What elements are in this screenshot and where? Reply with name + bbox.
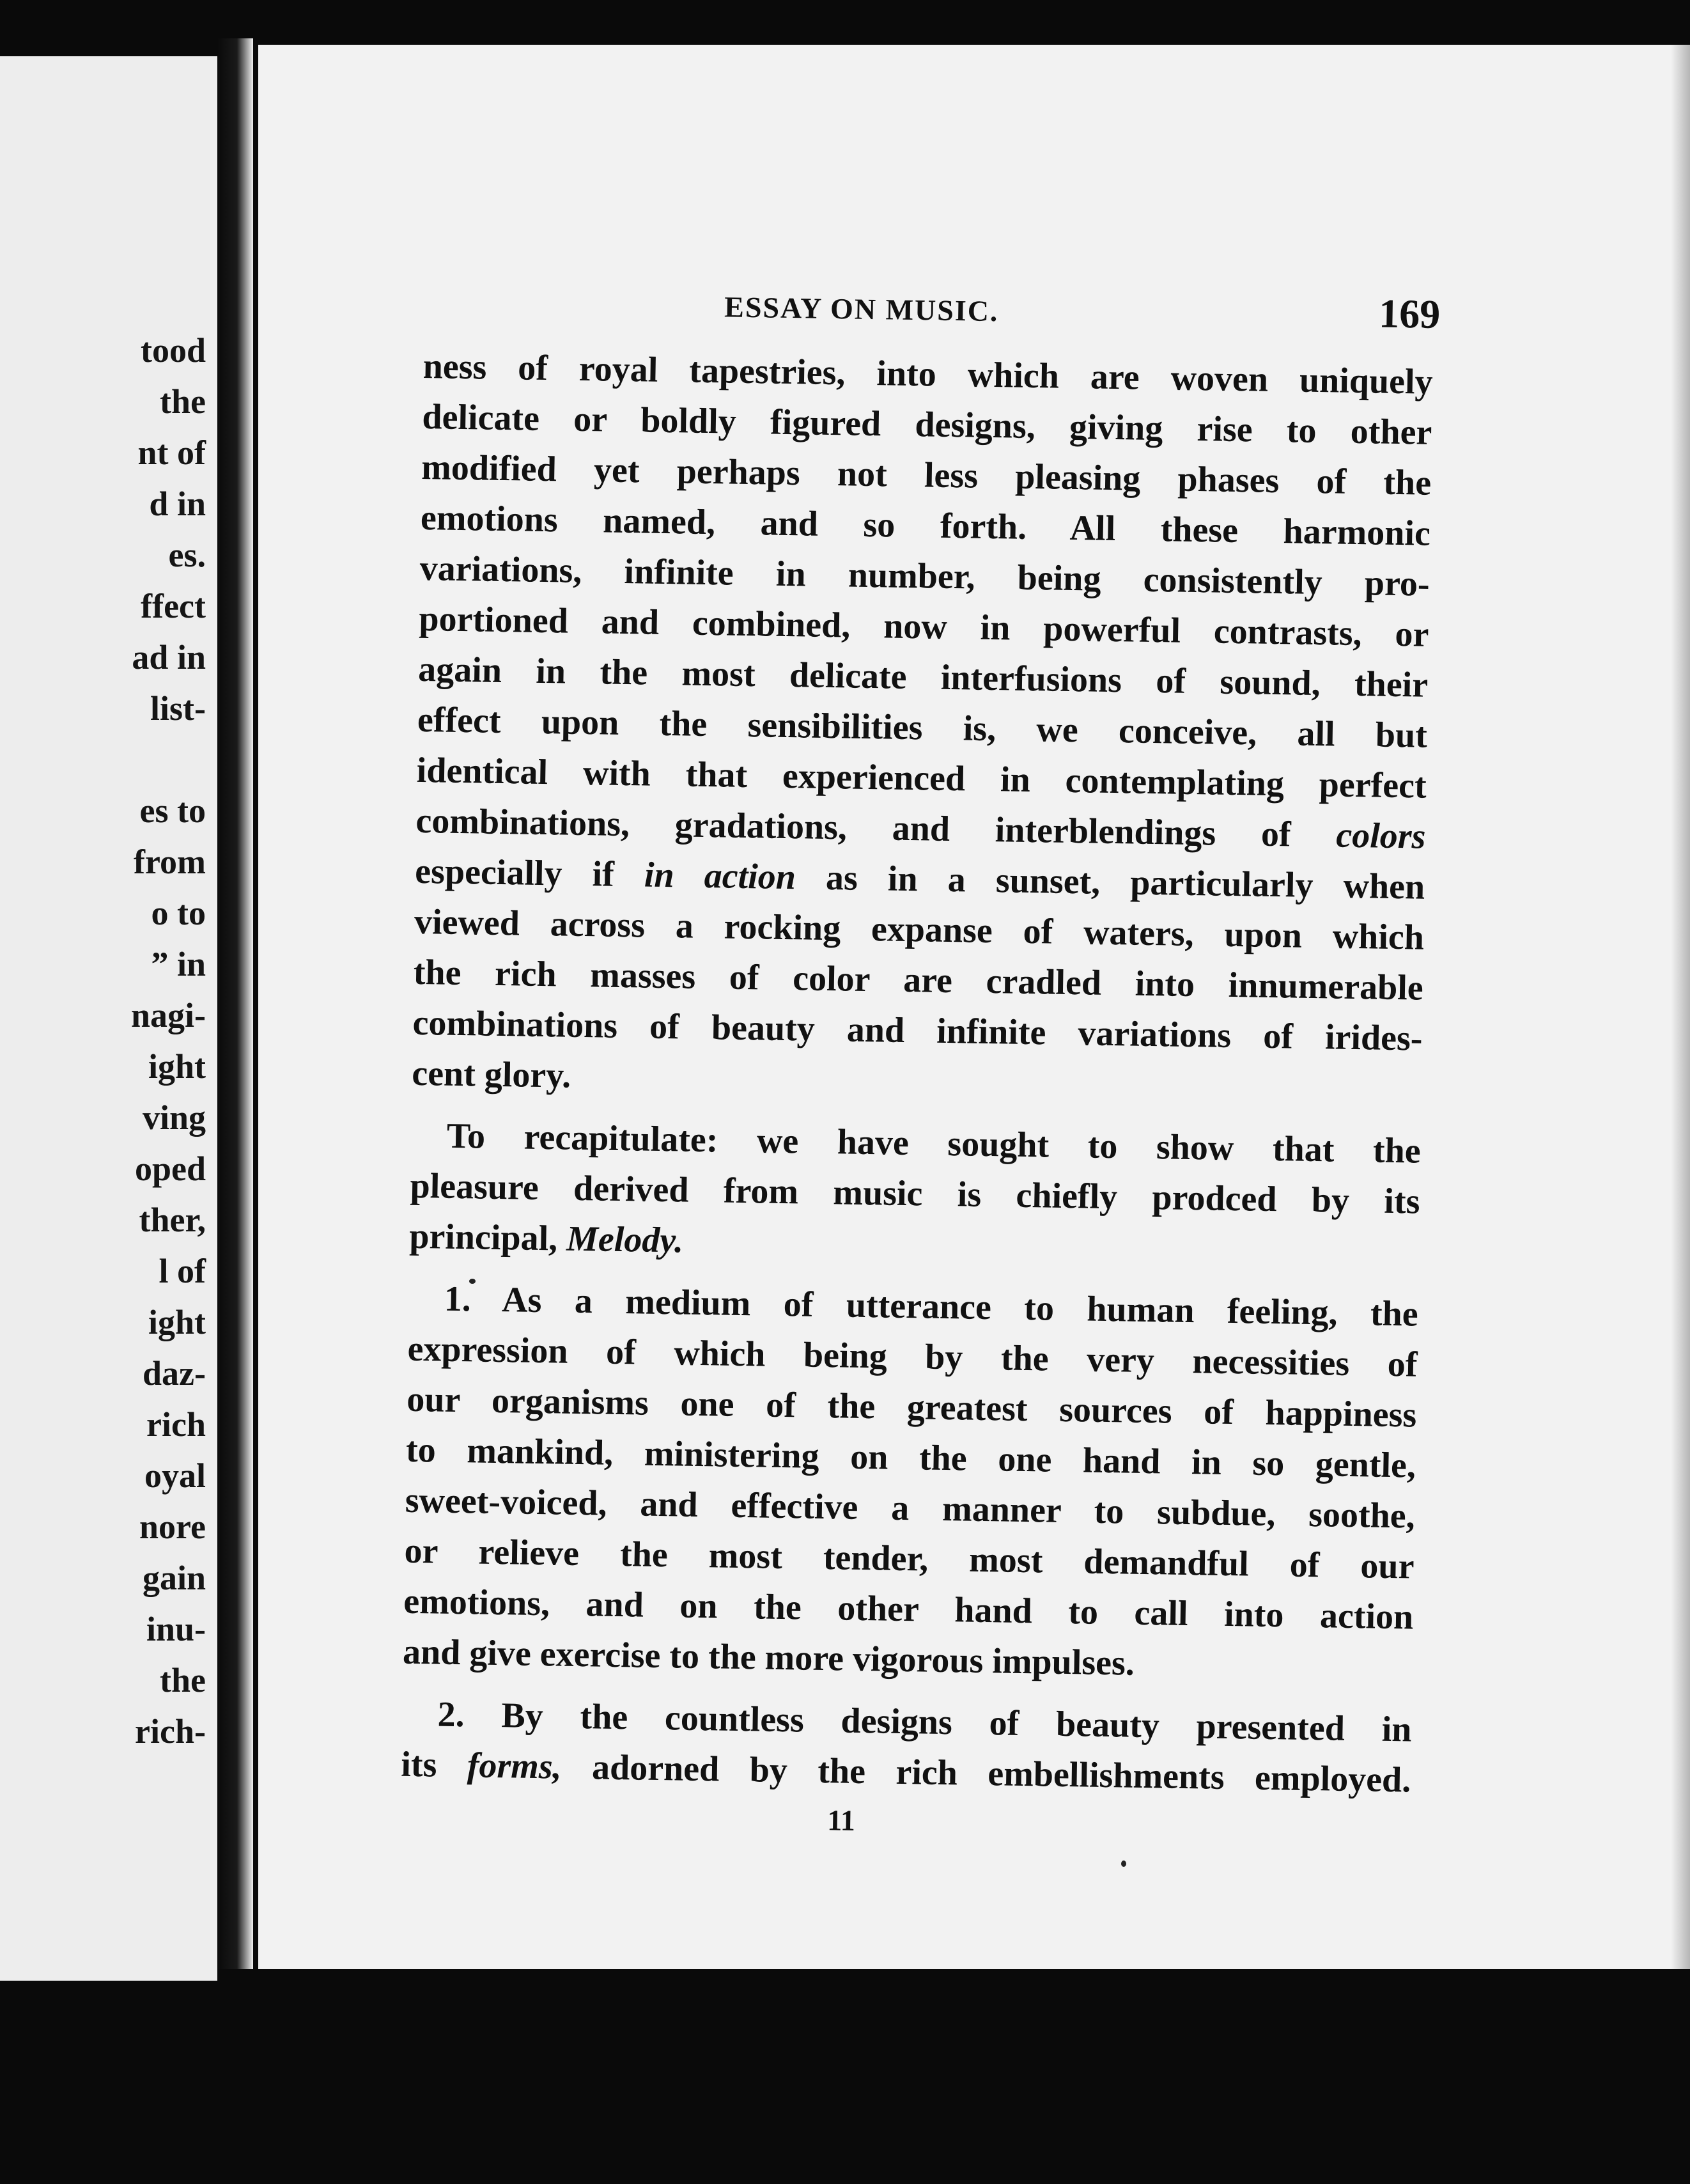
current-page xyxy=(253,45,1690,1969)
previous-page-line: ffect xyxy=(141,587,206,625)
signature-mark: 11 xyxy=(826,1804,856,1837)
text-line: sweet-voiced, and effective a manner to subdue, soothe, xyxy=(405,1480,1416,1536)
text-line: pleasure derived from music is chiefly prodced by its xyxy=(410,1166,1420,1222)
text-fragment: combinations, gradations, and interblendings of xyxy=(415,800,1292,855)
previous-page-line: the xyxy=(160,1661,206,1699)
text-line: delicate or boldly figured designs, giving rise to other xyxy=(422,396,1432,453)
previous-page-text xyxy=(131,325,206,1757)
text-line: variations, infinite in number, being consistently pro- xyxy=(419,548,1430,604)
previous-page-line: d in xyxy=(149,485,206,523)
text-line: expression of which being by the very necessities of xyxy=(407,1329,1418,1385)
previous-page-line: nt of xyxy=(137,433,206,472)
italic-phrase: in action xyxy=(644,855,796,898)
text-line: To recapitulate: we have sought to show that the xyxy=(446,1116,1422,1171)
text-line: portioned and combined, now in powerful contrasts, or xyxy=(419,598,1429,655)
text-fragment: as in a sunset, particularly when xyxy=(825,857,1425,907)
previous-page-line: rich xyxy=(146,1405,206,1444)
text-line: to mankind, ministering on the one hand in so gentle, xyxy=(405,1430,1416,1486)
previous-page-line: o to xyxy=(151,894,206,932)
previous-page-line: ” in xyxy=(151,945,206,983)
paragraph-point-1 xyxy=(403,1274,1419,1694)
previous-page-line: inu- xyxy=(146,1610,206,1648)
text-line: effect upon the sensibilities is, we conceive, all but xyxy=(417,699,1428,756)
previous-page-line xyxy=(131,734,206,785)
previous-page-line: ther, xyxy=(139,1201,206,1239)
running-head xyxy=(424,275,1441,338)
italic-word: Melody. xyxy=(566,1219,684,1261)
previous-page-line: ight xyxy=(148,1303,206,1341)
ink-speck xyxy=(1121,1860,1126,1867)
previous-page-line: nore xyxy=(139,1508,206,1546)
previous-page-line: ving xyxy=(142,1098,206,1137)
previous-page-line: daz- xyxy=(143,1354,206,1392)
text-line: cent glory. xyxy=(411,1053,571,1096)
text-line: modified yet perhaps not less pleasing phases of the xyxy=(421,447,1432,503)
previous-page-line: nagi- xyxy=(130,996,206,1034)
text-line: emotions named, and so forth. All these harmonic xyxy=(420,497,1431,554)
previous-page-line: oyal xyxy=(144,1456,206,1495)
previous-page-line: oped xyxy=(134,1150,206,1188)
scan-border xyxy=(217,1969,1690,2184)
italic-word: colors xyxy=(1335,815,1426,857)
book-gutter xyxy=(217,38,253,1995)
text-line: identical with that experienced in contemplating perfect xyxy=(416,750,1427,806)
text-line: the rich masses of color are cradled into innumerable xyxy=(413,952,1424,1008)
text-line: again in the most delicate interfusions of sound, their xyxy=(417,649,1429,705)
previous-page-line: list- xyxy=(150,689,206,728)
text-line: viewed across a rocking expanse of waters, upon which xyxy=(414,901,1425,958)
text-line: and give exercise to the more vigorous impulses. xyxy=(402,1632,1135,1683)
previous-page-line: l of xyxy=(159,1252,206,1290)
paragraph-point-2 xyxy=(401,1689,1412,1806)
paragraph-continuation xyxy=(412,341,1433,1115)
previous-page-line: ad in xyxy=(132,638,206,676)
text-fragment: adorned by the rich embellishments employed. xyxy=(591,1747,1411,1800)
text-fragment: its xyxy=(400,1744,437,1785)
previous-page-line: rich- xyxy=(135,1712,206,1751)
italic-word: forms, xyxy=(467,1745,562,1787)
text-line: or relieve the most tender, most demandful of our xyxy=(404,1531,1415,1587)
text-line: 1. As a medium of utterance to human feeling, the xyxy=(444,1279,1419,1334)
text-line: emotions, and on the other hand to call into action xyxy=(403,1581,1414,1637)
page-number: 169 xyxy=(1378,290,1441,337)
text-fragment: principal, xyxy=(408,1216,558,1259)
text-line: ness of royal tapestries, into which are woven uniquely xyxy=(422,346,1434,402)
paragraph-recapitulate xyxy=(409,1111,1422,1278)
page-text-block xyxy=(400,275,1441,1846)
previous-page-line: ight xyxy=(148,1047,206,1086)
previous-page-line: the xyxy=(160,382,206,421)
running-title: ESSAY ON MUSIC. xyxy=(724,290,999,328)
previous-page-line: es to xyxy=(139,792,206,830)
previous-page xyxy=(0,56,217,1981)
text-fragment: especially if xyxy=(414,851,615,894)
previous-page-line: from xyxy=(134,843,206,881)
text-line: our organisms one of the greatest sources of happiness xyxy=(406,1379,1417,1435)
text-line: combinations of beauty and infinite variations of irides- xyxy=(412,1002,1423,1059)
previous-page-line: tood xyxy=(140,331,206,370)
previous-page-line: gain xyxy=(142,1559,206,1597)
text-line: 2. By the countless designs of beauty presented in xyxy=(437,1694,1412,1750)
previous-page-line: es. xyxy=(168,536,206,574)
